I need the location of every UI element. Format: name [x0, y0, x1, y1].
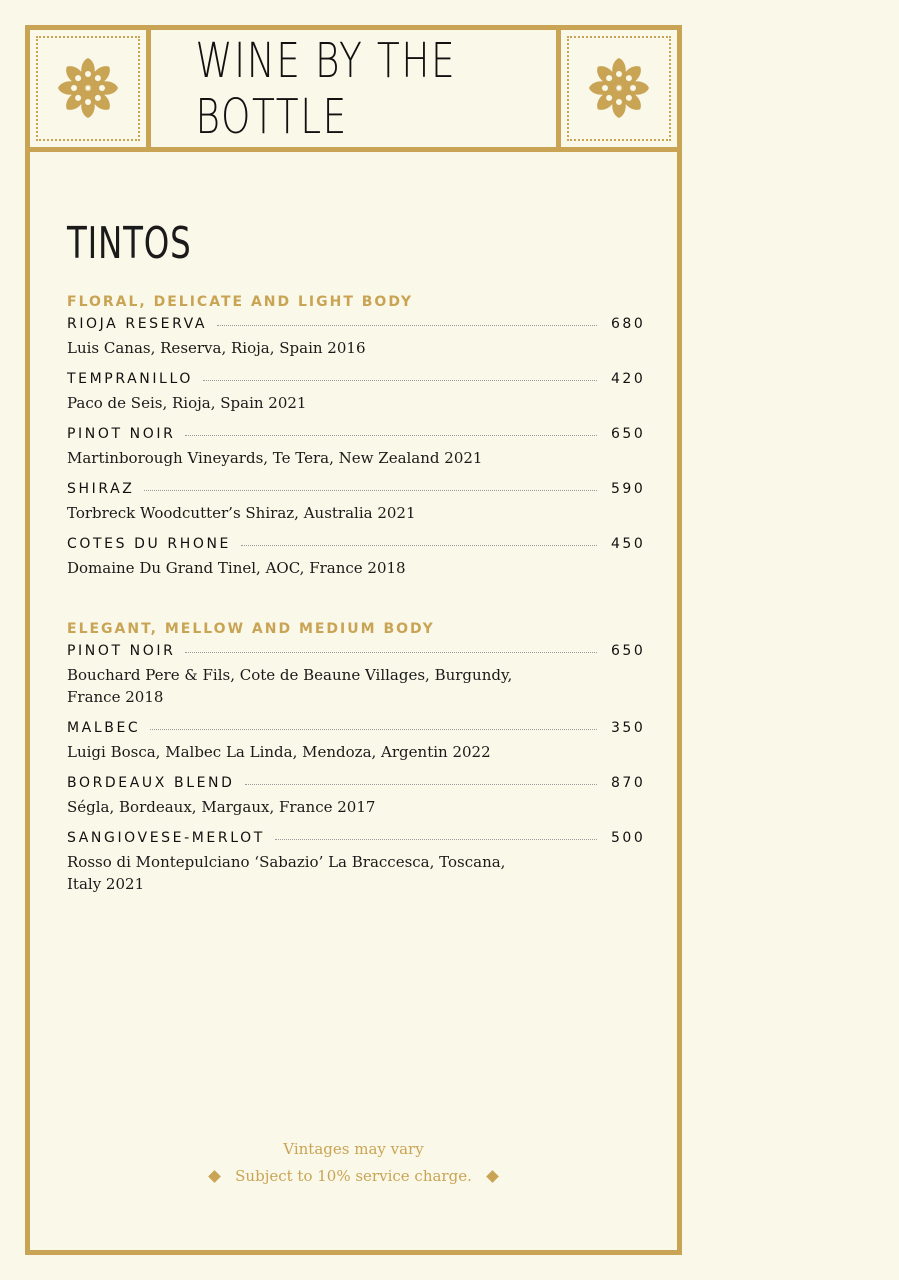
group-title: ELEGANT, MELLOW AND MEDIUM BODY [67, 621, 435, 637]
wine-price: 500 [611, 830, 646, 846]
menu-footer [30, 1140, 677, 1185]
wine-item [67, 481, 645, 524]
wine-item [67, 643, 645, 708]
group-title: FLORAL, DELICATE AND LIGHT BODY [67, 294, 414, 310]
wine-description: Domaine Du Grand Tinel, AOC, France 2018 [67, 559, 406, 577]
wine-item [67, 426, 645, 469]
flower-icon [587, 56, 651, 120]
wine-description: Paco de Seis, Rioja, Spain 2021 [67, 394, 307, 412]
wine-item [67, 775, 645, 818]
wine-description: Bouchard Pere & Fils, Cote de Beaune Villages, Burgundy, France 2018 [67, 666, 513, 706]
dot-leader [203, 380, 597, 381]
dot-leader [185, 652, 597, 653]
dot-leader [245, 784, 598, 785]
dot-leader [241, 545, 597, 546]
wine-name: MALBEC [67, 720, 141, 736]
dot-leader [185, 435, 597, 436]
dot-leader [144, 490, 597, 491]
diamond-icon [208, 1170, 221, 1183]
corner-ornament-left [30, 30, 151, 147]
wine-name: RIOJA RESERVA [67, 316, 208, 332]
wine-name: SHIRAZ [67, 481, 135, 497]
wine-description: Martinborough Vineyards, Te Tera, New Zealand 2021 [67, 449, 483, 467]
wine-price: 870 [611, 775, 646, 791]
wine-item [67, 316, 645, 359]
wine-description: Torbreck Woodcutter’s Shiraz, Australia 2021 [67, 504, 416, 522]
corner-ornament-right [556, 30, 677, 147]
wine-price: 590 [611, 481, 646, 497]
diamond-icon [486, 1170, 499, 1183]
wine-name: TEMPRANILLO [67, 371, 193, 387]
wine-item [67, 371, 645, 414]
wine-item [67, 830, 645, 895]
wine-description: Luigi Bosca, Malbec La Linda, Mendoza, Argentin 2022 [67, 743, 491, 761]
flower-icon [56, 56, 120, 120]
section-title: TINTOS [67, 218, 192, 269]
menu-header [30, 30, 677, 152]
dot-leader [150, 729, 597, 730]
wine-price: 350 [611, 720, 646, 736]
wine-item [67, 536, 645, 579]
wine-price: 420 [611, 371, 646, 387]
wine-name: COTES DU RHONE [67, 536, 231, 552]
wine-price: 450 [611, 536, 646, 552]
wine-price: 650 [611, 643, 646, 659]
service-note: Subject to 10% service charge. [235, 1167, 472, 1185]
dot-leader [217, 325, 597, 326]
vintage-note: Vintages may vary [283, 1140, 424, 1158]
dot-leader [275, 839, 597, 840]
wine-description: Rosso di Montepulciano ‘Sabazio’ La Braccesca, Toscana, Italy 2021 [67, 853, 506, 893]
menu-frame [25, 25, 682, 1255]
wine-price: 650 [611, 426, 646, 442]
wine-description: Luis Canas, Reserva, Rioja, Spain 2016 [67, 339, 366, 357]
menu-content [67, 180, 645, 895]
wine-name: PINOT NOIR [67, 643, 176, 659]
wine-item [67, 720, 645, 763]
menu-title: WINE BY THE BOTTLE [195, 32, 457, 145]
wine-description: Ségla, Bordeaux, Margaux, France 2017 [67, 798, 376, 816]
wine-name: PINOT NOIR [67, 426, 176, 442]
wine-name: BORDEAUX BLEND [67, 775, 235, 791]
wine-name: SANGIOVESE-MERLOT [67, 830, 265, 846]
wine-price: 680 [611, 316, 646, 332]
